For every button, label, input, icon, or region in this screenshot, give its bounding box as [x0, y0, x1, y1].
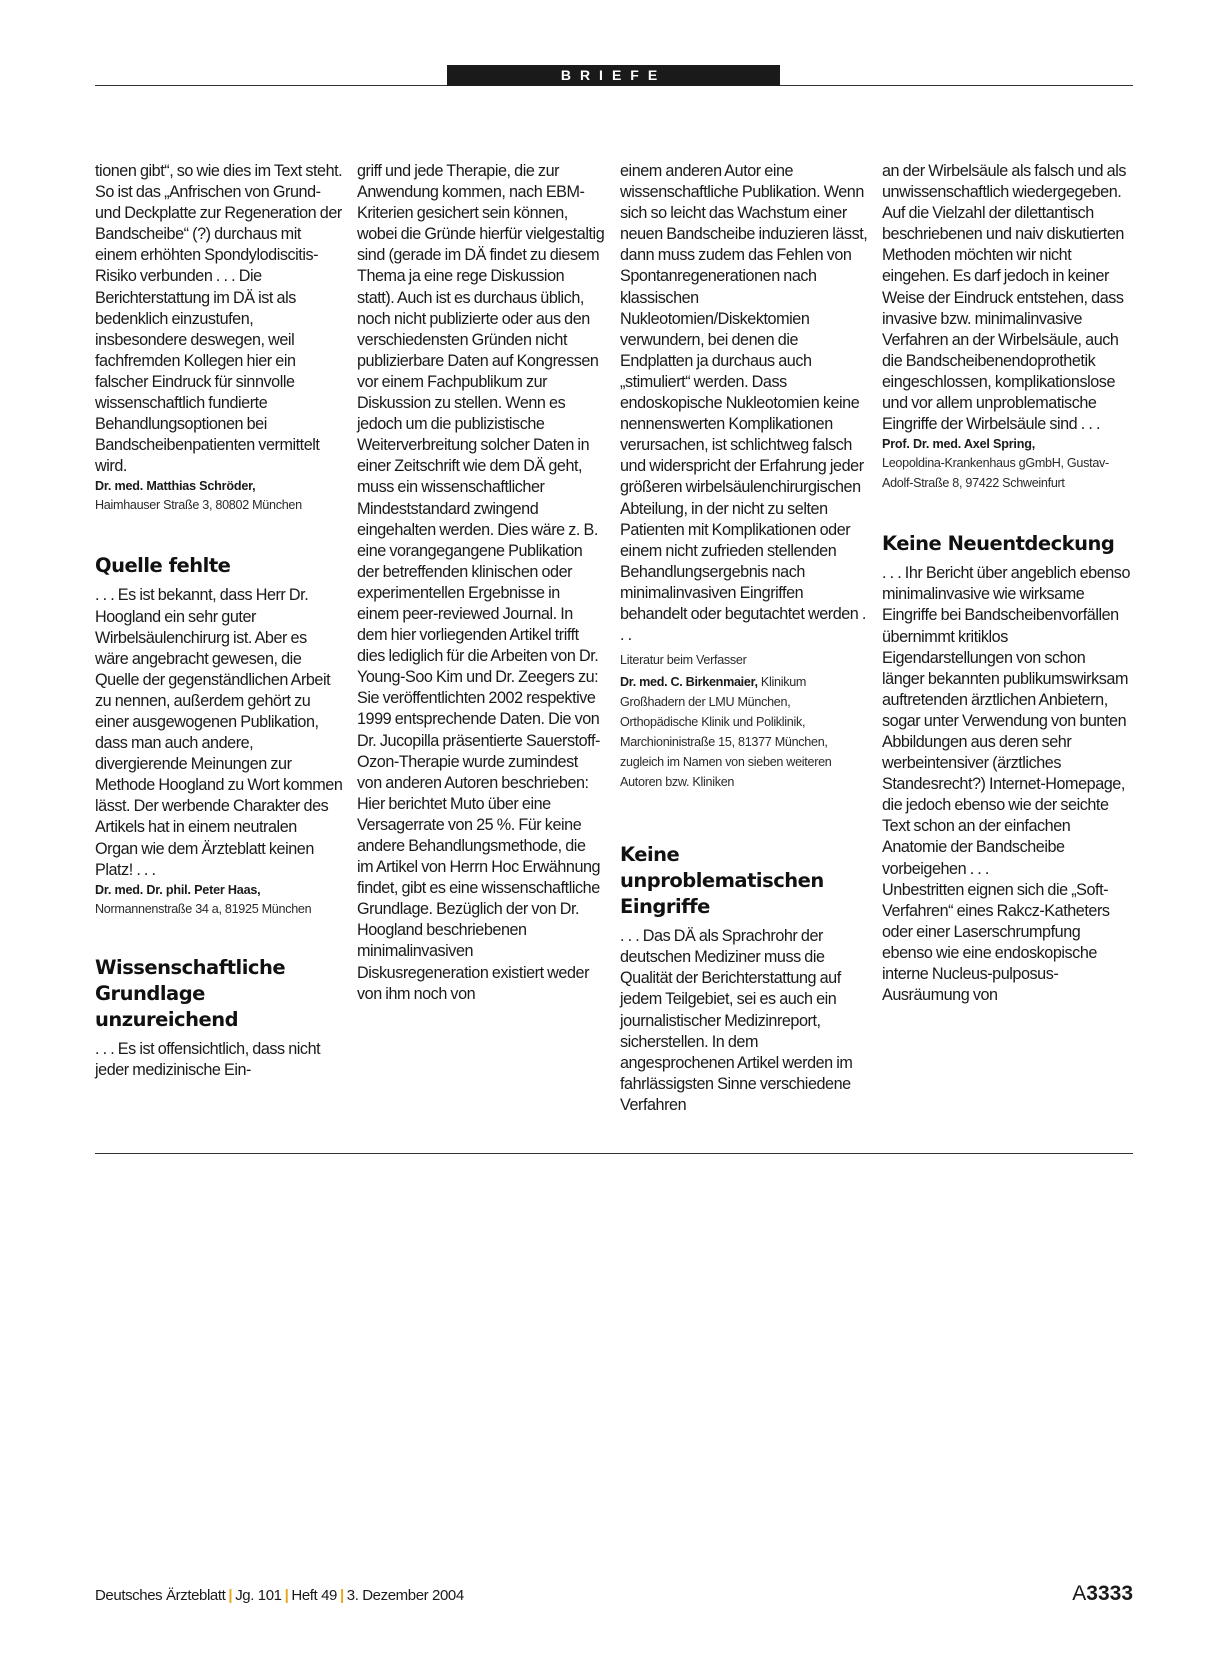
letter-text: griff und jede Therapie, die zur Anwendung kommen, nach EBM-Kriterien gesichert sein können, wobei die Gründe hierfür vielgestaltig sind (gerade im DÄ findet zu diesem Thema ja eine rege Diskussion statt). Auch ist es durchaus üblich, noch nicht publizierte oder aus den verschiedensten Gründen nicht publizierbare Daten auf Kongressen vor einem Fachpublikum zur Diskussion zu stellen. Wenn es jedoch um die publizistische Weiterverbreitung solcher Daten in einer Zeitschrift wie dem DÄ geht, muss ein wissenschaftlicher Mindeststandard zwingend eingehalten werden. Dies wäre z. B. eine vorangegangene Publikation der betreffenden klinischen oder experimentellen Ergebnisse in einem peer-reviewed Journal. In dem hier vorliegenden Artikel trifft dies lediglich für die Arbeiten von Dr. Young-Soo Kim und Dr. Zeegers zu: Sie veröffentlichten 2002 respektive 1999 entsprechende Daten. Die von Dr. Jucopilla präsentierte Sauerstoff-Ozon-Therapie wurde zumindest von anderen Autoren beschrieben: Hier berichtet Muto über eine Versagerrate von 25 %. Für keine andere Behandlungsmethode, die im Artikel von Herrn Hoc Erwähnung findet, gibt es eine wissenschaftliche Grundlage. Bezüglich der von Dr. Hoogland beschriebenen minimalinvasiven Diskusregeneration existiert weder von ihm noch von	[357, 162, 605, 1003]
reference-note: Literatur beim Verfasser	[620, 653, 747, 668]
page-number-value: 3333	[1086, 1582, 1133, 1605]
letter-text: Unbestritten eignen sich die „Soft-Verfahren“ eines Rakcz-Katheters oder einer Laserschrumpfung ebenso wie eine endoskopische interne Nucleus-pulposus-Ausräumung von	[882, 880, 1110, 1005]
issue-date: 3. Dezember 2004	[346, 1587, 464, 1604]
author-address: Normannenstraße 34 a, 81925 München	[95, 901, 312, 916]
footer-citation	[95, 1587, 464, 1604]
letter-heading: Keine Neuentdeckung	[882, 532, 1115, 556]
journal-name: Deutsches Ärzteblatt	[95, 1587, 226, 1604]
letter-text: an der Wirbelsäule als falsch und als unwissenschaftlich wiedergegeben. Auf die Vielzahl der dilettantisch beschriebenen und naiv diskutierten Methoden möchten wir nicht eingehen. Es darf jedoch in keiner Weise der Eindruck entstehen, dass invasive bzw. minimalinvasive Verfahren an der Wirbelsäule, auch die Bandscheibenendoprothetik eingeschlossen, komplikationslose und vor allem unproblematische Eingriffe der Wirbelsäule sind . . .	[882, 162, 1126, 434]
author-address: Leopoldina-Krankenhaus gGmbH, Gustav-Adolf-Straße 8, 97422 Schweinfurt	[882, 456, 1109, 491]
letter-heading: Quelle fehlte	[95, 554, 231, 578]
separator: |	[339, 1587, 344, 1604]
letter-heading: Keine unproblematischen Eingriffe	[620, 843, 824, 919]
author-name: Dr. med. C. Birkenmaier,	[620, 675, 758, 690]
letter-text: einem anderen Autor eine wissenschaftliche Publikation. Wenn sich so leicht das Wachstum einer neuen Bandscheibe induzieren lässt, dann muss zudem das Fehlen von Spontanregenerationen nach klassischen Nukleotomien/Diskektomien verwundern, bei denen die Endplatten ja durchaus auch „stimuliert“ werden. Dass endoskopische Nukleotomien keine nennenswerten Komplikationen verursachen, ist schlichtweg falsch und widerspricht der Erfahrung jeder größeren wirbelsäulenchirurgischen Abteilung, in der nicht zu selten Patienten mit Komplikationen oder einem nicht zufrieden stellenden Behandlungsergebnis nach minimalinvasiven Eingriffen behandelt oder begutachtet werden . . .	[620, 162, 868, 645]
footer-rule	[95, 1153, 1133, 1154]
page-prefix: A	[1072, 1582, 1087, 1605]
author-name: Dr. med. Matthias Schröder,	[95, 479, 256, 494]
page-number	[1072, 1582, 1133, 1606]
column-3	[620, 161, 868, 1116]
separator: |	[284, 1587, 289, 1604]
letter-text: . . . Das DÄ als Sprachrohr der deutschen Mediziner muss die Qualität der Berichterstattung auf jedem Teilgebiet, sei es auch ein journalistischer Medizinreport, sicherstellen. In dem angesprochenen Artikel werden im fahrlässigsten Sinne verschiedene Verfahren	[620, 927, 853, 1114]
author-name: Dr. med. Dr. phil. Peter Haas,	[95, 882, 261, 897]
column-4	[882, 161, 1130, 1006]
author-name: Prof. Dr. med. Axel Spring,	[882, 437, 1035, 452]
author-address: Klinikum Großhadern der LMU München, Orthopädische Klinik und Poliklinik, Marchioninistraße 15, 81377 München, zugleich im Namen von sieben weiteren Autoren bzw. Kliniken	[620, 675, 832, 790]
column-1	[95, 161, 343, 1081]
letter-text: . . . Ihr Bericht über angeblich ebenso minimalinvasive wie wirksame Eingriffe bei Bandscheibenvorfällen übernimmt kritiklos Eigendarstellungen von schon länger bekannten publikumswirksam auftretenden ärztlichen Anbietern, sogar unter Verwendung von bunten Abbildungen aus deren sehr werbeintensiver (ärztliches Standesrecht?) Internet-Homepage, die jedoch ebenso wie der seichte Text schon an der einfachen Anatomie der Bandscheibe vorbeigehen . . .	[882, 564, 1131, 878]
letter-text: . . . Es ist bekannt, dass Herr Dr. Hoogland ein sehr guter Wirbelsäulenchirurg ist. Aber es wäre angebracht gewesen, die Quelle der gegenständlichen Arbeit zu nennen, außerdem gehört zu einer ausgewogenen Publikation, dass man auch andere, divergierende Meinungen zur Methode Hoogland zu Wort kommen lässt. Der werbende Charakter des Artikels hat in einem neutralen Organ wie dem Ärzteblatt keinen Platz! . . .	[95, 586, 343, 879]
letter-text: . . . Es ist offensichtlich, dass nicht jeder medizinische Ein-	[95, 1039, 321, 1079]
author-address: Haimhauser Straße 3, 80802 München	[95, 498, 302, 513]
issue: Heft 49	[291, 1587, 337, 1604]
column-2	[357, 161, 605, 1005]
separator: |	[228, 1587, 233, 1604]
letter-text: tionen gibt“, so wie dies im Text steht. So ist das „Anfrischen von Grund- und Deckplatte zur Regeneration der Bandscheibe“ (?) durchaus mit einem erhöhten Spondylodiscitis-Risiko verbunden . . . Die Berichterstattung im DÄ ist als bedenklich einzustufen, insbesondere deswegen, weil fachfremden Kollegen hier ein falscher Eindruck für sinnvolle wissenschaftlich fundierte Behandlungsoptionen bei Bandscheibenpatienten vermittelt wird.	[95, 162, 343, 476]
section-label: BRIEFE	[447, 65, 780, 86]
author-block	[620, 672, 868, 792]
volume: Jg. 101	[235, 1587, 282, 1604]
letter-heading: Wissenschaftliche Grundlage unzureichend	[95, 955, 286, 1031]
